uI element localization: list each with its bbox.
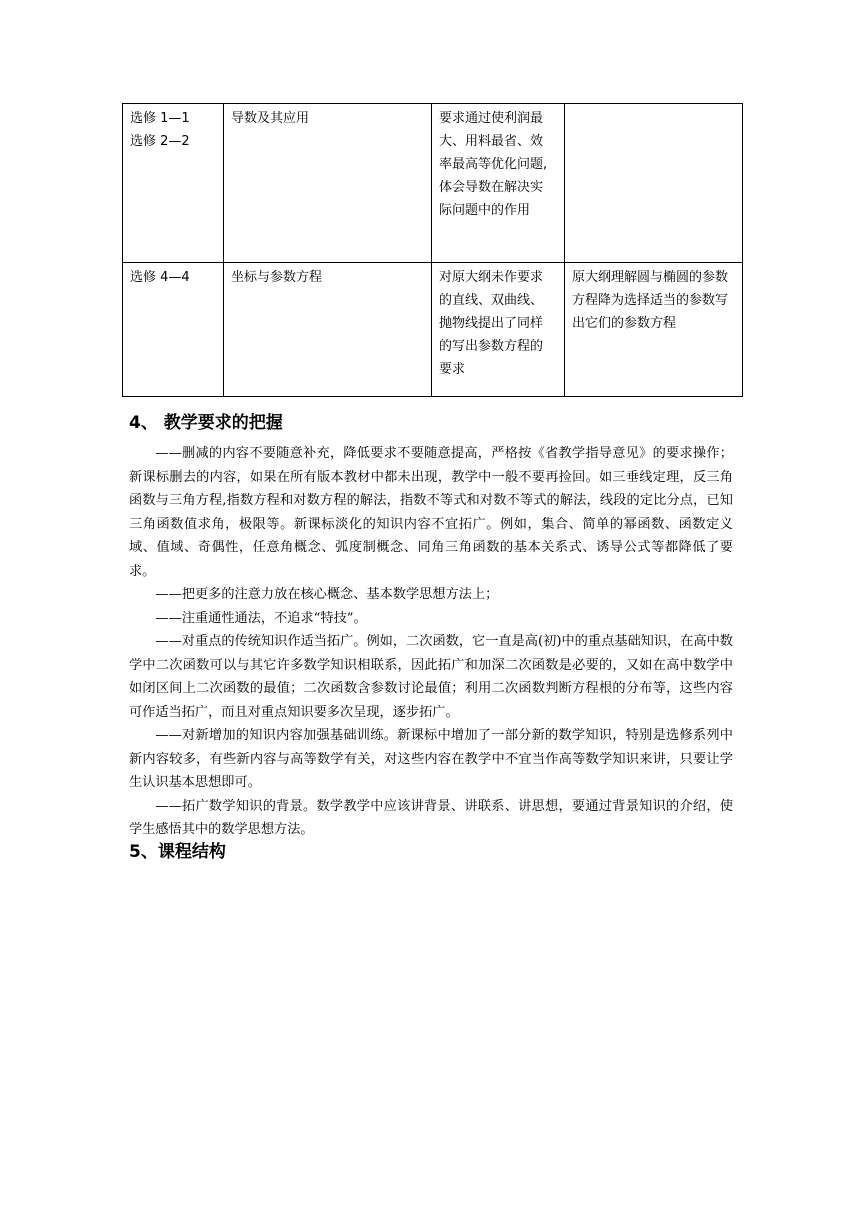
paragraph: ——对重点的传统知识作适当拓广。例如，二次函数，它一直是高(初)中的重点基础知识，在高中数学中二次函数可以与其它许多数学知识相联系，因此拓广和加深二次函数是必要的，又如在高中数学中如闭区间上二次函数的最值；二次函数含参数讨论最值；利用二次函数判断方程根的分布等，这些内容可作适当拓广，而且对重点知识要多次呈现，逐步拓广。 — [129, 634, 733, 720]
paragraph: ——拓广数学知识的背景。数学教学中应该讲背景、讲联系、讲思想，要通过背景知识的介绍，使学生感悟其中的数学思想方法。 — [129, 798, 733, 837]
requirements-table — [122, 103, 743, 397]
new-requirement-cell: 对原大纲未作要求的直线、双曲线、抛物线提出了同样的写出参数方程的要求 — [432, 263, 565, 397]
table-row — [123, 104, 743, 263]
paragraph: ——把更多的注意力放在核心概念、基本数学思想方法上； — [155, 587, 499, 602]
old-requirement-cell — [565, 104, 743, 263]
new-requirement-cell: 要求通过使利润最大、用料最省、效率最高等优化问题,体会导数在解决实际问题中的作用 — [432, 104, 565, 263]
topic-cell: 导数及其应用 — [224, 104, 432, 263]
section-4-body — [129, 442, 733, 842]
module-cell: 选修 1—1 选修 2—2 — [123, 104, 224, 263]
topic-cell: 坐标与参数方程 — [224, 263, 432, 397]
paragraph: ——对新增加的知识内容加强基础训练。新课标中增加了一部分新的数学知识，特别是选修系列中新内容较多，有些新内容与高等数学有关，对这些内容在教学中不宜当作高等数学知识来讲，只要让学生认识基本思想即可。 — [129, 728, 733, 790]
table-row — [123, 263, 743, 397]
old-requirement-cell: 原大纲理解圆与椭圆的参数方程降为选择适当的参数写出它们的参数方程 — [565, 263, 743, 397]
paragraph: ——删减的内容不要随意补充，降低要求不要随意提高，严格按《省教学指导意见》的要求操作；新课标删去的内容，如果在所有版本教材中都未出现，教学中一般不要再捡回。如三垂线定理，反三角函数与三角方程,指数方程和对数方程的解法，指数不等式和对数不等式的解法，线段的定比分点，已知三角函数值求角，极限等。新课标淡化的知识内容不宜拓广。例如，集合、简单的幂函数、函数定义域、值域、奇偶性，任意角概念、弧度制概念、同角三角函数的基本关系式、诱导公式等都降低了要求。 — [129, 446, 733, 579]
section-4-heading: 4、 教学要求的把握 — [129, 413, 283, 433]
module-cell: 选修 4—4 — [123, 263, 224, 397]
section-5-heading: 5、课程结构 — [129, 842, 226, 862]
paragraph: ——注重通性通法，不追求“特技”。 — [155, 610, 367, 626]
